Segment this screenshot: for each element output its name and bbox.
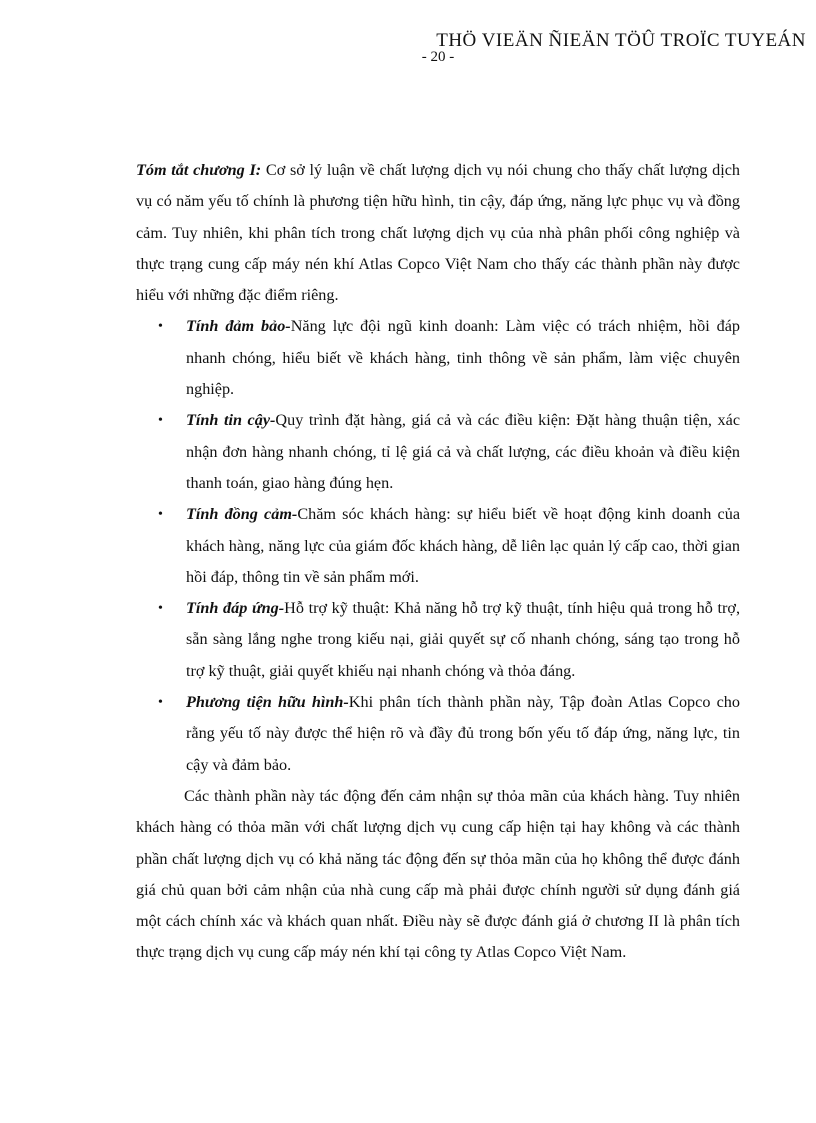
conclusion-paragraph: Các thành phần này tác động đến cảm nhận sự thỏa mãn của khách hàng. Tuy nhiên khách hàng có thỏa mãn với chất lượng dịch vụ cung cấp hiện tại hay không và các thành phần chất lượng dịch vụ có khả năng tác động đến sự thỏa mãn của họ không thể được đánh giá chủ quan bởi cảm nhận của nhà cung cấp mà phải được chính người sử dụng đánh giá một cách chính xác và khách quan nhất. Điều này sẽ được đánh giá ở chương II là phân tích thực trạng dịch vụ cung cấp máy nén khí tại công ty Atlas Copco Việt Nam. [136, 786, 740, 962]
factor-term: Tính tin cậy- [186, 411, 276, 430]
list-item [136, 593, 740, 687]
factor-term: Phương tiện hữu hình- [186, 693, 349, 712]
chapter-summary-label: Tóm tắt chương I: [136, 161, 262, 179]
quality-factor-list [136, 311, 740, 780]
factor-term: Tính đáp ứng- [186, 599, 285, 618]
list-item [136, 687, 740, 781]
bullet-icon: • [158, 413, 163, 429]
bullet-icon: • [158, 319, 163, 335]
chapter-summary-paragraph [136, 155, 740, 311]
list-item [136, 405, 740, 499]
chapter-summary-text: Cơ sở lý luận về chất lượng dịch vụ nói chung cho thấy chất lượng dịch vụ có năm yếu tố chính là phương tiện hữu hình, tin cậy, đáp ứng, năng lực phục vụ và đồng cảm. Tuy nhiên, khi phân tích trong chất lượng dịch vụ của nhà phân phối công nghiệp và thực trạng cung cấp máy nén khí Atlas Copco Việt Nam cho thấy các thành phần này được hiểu với những đặc điểm riêng. [136, 161, 741, 305]
bullet-icon: • [158, 601, 163, 617]
factor-description: Chăm sóc khách hàng: sự hiểu biết về hoạt động kinh doanh của khách hàng, năng lực của giám đốc khách hàng, dễ liên lạc quản lý cấp cao, thời gian hồi đáp, thông tin về sản phẩm mới. [186, 505, 741, 586]
bullet-icon: • [158, 695, 163, 711]
list-item [136, 499, 740, 593]
library-watermark: THÖ VIEÄN ÑIEÄN TÖÛ TROÏC TUYEÁN [436, 30, 806, 51]
document-body [136, 155, 740, 969]
factor-description: Quy trình đặt hàng, giá cả và các điều kiện: Đặt hàng thuận tiện, xác nhận đơn hàng nhanh chóng, tỉ lệ giá cả và chất lượng, các điều khoản và điều kiện thanh toán, giao hàng đúng hẹn. [186, 411, 740, 492]
factor-description: Khi phân tích thành phần này, Tập đoàn Atlas Copco cho rằng yếu tố này được thể hiện rõ và đầy đủ trong bốn yếu tố đáp ứng, năng lực, tin cậy và đảm bảo. [186, 693, 740, 774]
list-item [136, 311, 740, 405]
page-number: - 20 - [421, 49, 455, 65]
bullet-icon: • [158, 507, 163, 523]
factor-term: Tính đảm bảo- [186, 317, 291, 336]
factor-description: Năng lực đội ngũ kinh doanh: Làm việc có trách nhiệm, hồi đáp nhanh chóng, hiểu biết về khách hàng, tinh thông về sản phẩm, làm việc chuyên nghiệp. [186, 317, 740, 399]
factor-term: Tính đồng cảm- [186, 505, 298, 524]
factor-description: Hỗ trợ kỹ thuật: Khả năng hỗ trợ kỹ thuật, tính hiệu quả trong hỗ trợ, sẵn sàng lắng nghe trong kiếu nại, giải quyết sự cố nhanh chóng, sáng tạo trong hỗ trợ kỹ thuật, giải quyết khiếu nại nhanh chóng và thỏa đáng. [186, 599, 740, 680]
